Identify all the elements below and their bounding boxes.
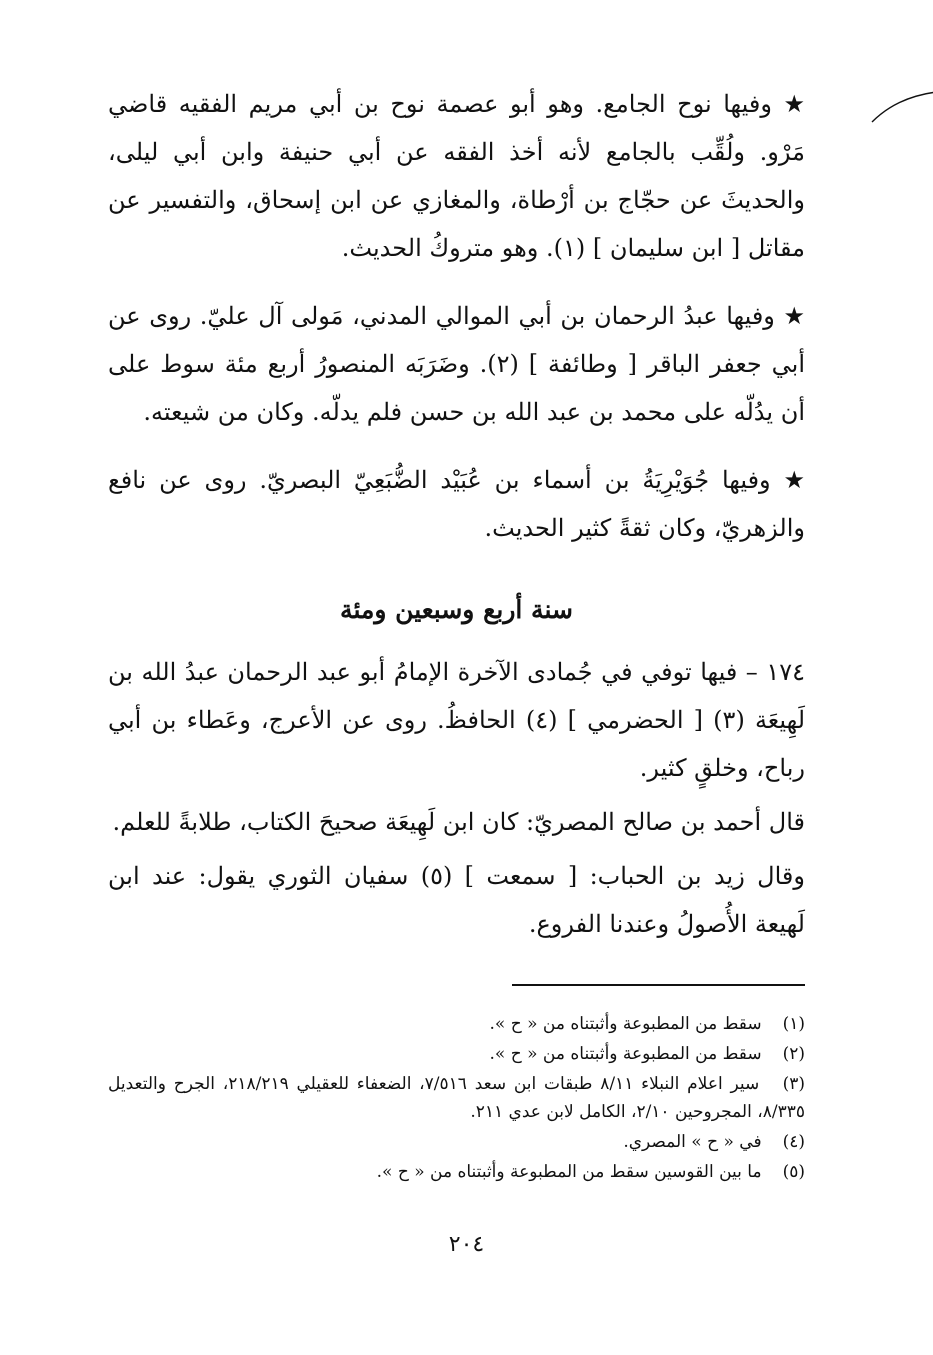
footnote-text: في « ح » المصري.: [623, 1132, 762, 1152]
footnote-text: سقط من المطبوعة وأثبتناه من « ح ».: [489, 1014, 762, 1034]
footnote-text: ما بين القوسين سقط من المطبوعة وأثبتناه من « ح ».: [376, 1162, 762, 1182]
paragraph-nuh-al-jami: ★ وفيها نوح الجامع. وهو أبو عصمة نوح بن أبي مريم الفقيه قاضي مَرْو. ولُقِّب بالجامع لأنه أخذ الفقه عن أبي حنيفة وابن أبي ليلى، والحديثَ عن حجّاج بن أرْطاة، والمغازي عن ابن إسحاق، والتفسير عن مقاتل [ ابن سليمان ] (١). وهو متروكُ الحديث.: [108, 90, 805, 262]
page-number: ٢٠٤: [448, 1232, 485, 1257]
section-heading: سنة أربع وسبعين ومئة: [340, 595, 573, 624]
paragraph-juwayriya: ★ وفيها جُوَيْرِيَةُ بن أسماء بن عُبَيْد الضُّبَعِيّ البصريّ. روى عن نافع والزهريّ، وكان ثقةً كثير الحديث.: [108, 466, 805, 542]
entry-ahmad-quote: قال أحمد بن صالح المصريّ: كان ابن لَهِيعَة صحيحَ الكتاب، طلابةً للعلم.: [112, 808, 805, 836]
footnote-text: سير اعلام النبلاء ٨/١١ طبقات ابن سعد ٧/٥١٦، الضعفاء للعقيلي ٢١٨/٢١٩، الجرح والتعديل ٨/٣٣٥، المجروحين ٢/١٠، الكامل لابن عدي ٢١١.: [108, 1074, 805, 1122]
main-text: [108, 80, 805, 948]
margin-pen-stroke: [868, 86, 933, 126]
footnote-2: [108, 1040, 805, 1068]
footnote-1: [108, 1010, 805, 1038]
footnote-text: سقط من المطبوعة وأثبتناه من « ح ».: [489, 1044, 762, 1064]
footnote-number: (٣): [782, 1074, 805, 1094]
footnote-number: (٤): [782, 1132, 805, 1152]
entry-zayd-quote: وقال زيد بن الحباب: [ سمعت ] (٥) سفيان الثوري يقول: عند ابن لَهيعة الأُصولُ وعندنا الفروع.: [108, 862, 805, 938]
footnote-number: (١): [782, 1014, 805, 1034]
footnote-5: [108, 1158, 805, 1186]
footnotes: [108, 1010, 805, 1188]
footnote-divider: [512, 984, 805, 986]
footnote-number: (٥): [782, 1162, 805, 1182]
footnote-number: (٢): [782, 1044, 805, 1064]
footnote-3: [108, 1070, 805, 1126]
paragraph-abd-al-rahman: ★ وفيها عبدُ الرحمان بن أبي الموالي المدني، مَولى آل عليّ. روى عن أبي جعفر الباقر [ وطائفة ] (٢). وضَرَبَه المنصورُ أربع مئة سوط على أن يدُلّه على محمد بن عبد الله بن حسن فلم يدلّه. وكان من شيعته.: [108, 302, 806, 426]
entry-ibn-lahia: ١٧٤ – فيها توفي في جُمادى الآخرة الإمامُ أبو عبد الرحمان عبدُ الله بن لَهِيعَة (٣) [ الحضرمي ] (٤) الحافظُ. روى عن الأعرج، وعَطاء بن أبي رباح، وخلقٍ كثير.: [108, 658, 806, 782]
footnote-4: [108, 1128, 805, 1156]
